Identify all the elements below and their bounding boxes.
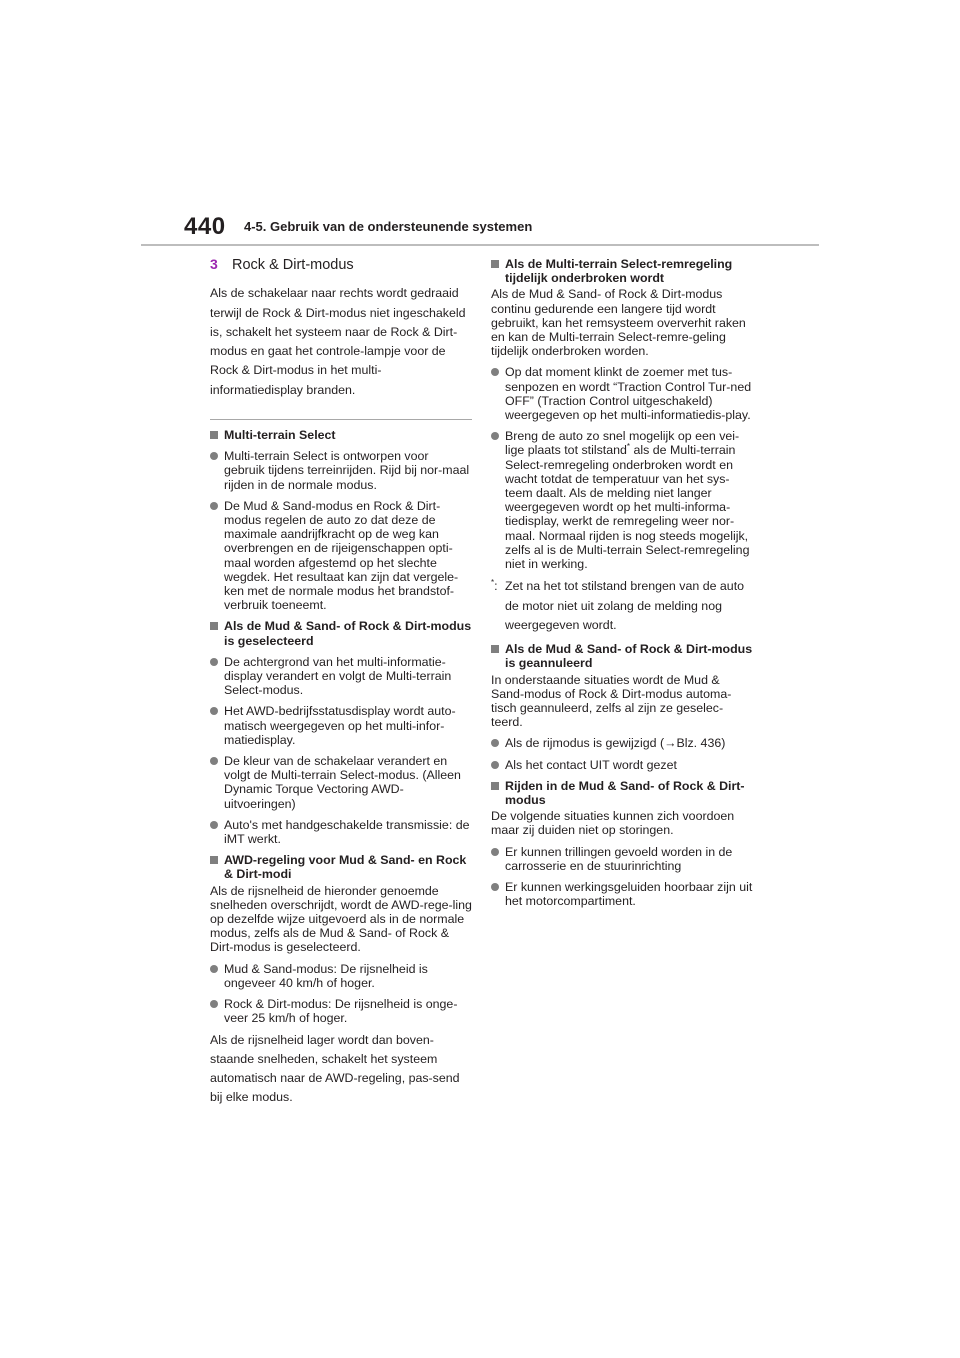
list-item: Rock & Dirt-modus: De rijsnelheid is onge-veer 25 km/h of hoger. xyxy=(210,997,472,1025)
section-divider xyxy=(210,419,472,420)
footnote-text: Zet na het tot stilstand brengen van de auto de motor niet uit zolang de melding nog weergegeven wordt. xyxy=(505,579,745,632)
bullet-icon xyxy=(491,739,499,747)
left-column xyxy=(210,257,472,1108)
paragraph: Als de rijsnelheid lager wordt dan boven-staande snelheden, schakelt het systeem automatisch naar de AWD-regeling, pas-send bij elke modus. xyxy=(210,1032,460,1105)
subheading-multi-terrain: Multi-terrain Select xyxy=(210,428,472,442)
page-header xyxy=(0,0,960,250)
subheading-brake-interrupted: Als de Multi-terrain Select-remregeling tijdelijk onderbroken wordt xyxy=(491,257,753,285)
section-intro: Als de schakelaar naar rechts wordt gedraaid terwijl de Rock & Dirt-modus niet ingeschakeld is, schakelt het systeem naar de Rock & Dirt-modus en gaat het controle-lampje voor de Rock & Dirt-modus in het multi-informatiedisplay branden. xyxy=(210,286,466,397)
paragraph: De volgende situaties kunnen zich voordoen maar zij duiden niet op storingen. xyxy=(491,809,735,838)
list-item: Multi-terrain Select is ontworpen voor gebruik tijdens terreinrijden. Rijd bij nor-maal rijden in de normale modus. xyxy=(210,449,472,492)
list-item: Auto's met handgeschakelde transmissie: de iMT werkt. xyxy=(210,818,472,846)
bullet-icon xyxy=(210,707,218,715)
section-number: 3 xyxy=(210,256,218,272)
bullet-icon xyxy=(210,1000,218,1008)
subheading-driving-in-mode: Rijden in de Mud & Sand- of Rock & Dirt-modus xyxy=(491,779,753,807)
bullet-icon xyxy=(210,658,218,666)
paragraph: In onderstaande situaties wordt de Mud & Sand-modus of Rock & Dirt-modus automa-tisch geannuleerd, zelfs al zijn ze geselec-teerd. xyxy=(491,672,732,730)
list-item: Er kunnen trillingen gevoeld worden in de carrosserie en de stuurinrichting xyxy=(491,845,753,873)
subheading-awd-control: AWD-regeling voor Mud & Sand- en Rock & Dirt-modi xyxy=(210,853,472,881)
footnote xyxy=(491,577,753,635)
header-rule xyxy=(141,244,819,246)
bullet-icon xyxy=(491,432,499,440)
list-item: Mud & Sand-modus: De rijsnelheid is ongeveer 40 km/h of hoger. xyxy=(210,962,472,990)
list-item: Er kunnen werkingsgeluiden hoorbaar zijn uit het motorcompartiment. xyxy=(491,880,753,908)
list-item: De Mud & Sand-modus en Rock & Dirt-modus regelen de auto zo dat deze de maximale aandrijfkracht op de weg kan overbrengen en de rijeigenschappen opti-maal worden afgestemd op het slechte wegdek. Het resultaat kan zijn dat vergele-ken met de normale modus het brandstof-verbruik toeneemt. xyxy=(210,499,472,613)
section-heading xyxy=(210,257,472,272)
footnote-marker: *: xyxy=(491,578,498,594)
section-title: Rock & Dirt-modus xyxy=(232,257,354,273)
list-item: Als het contact UIT wordt gezet xyxy=(491,758,753,772)
list-item: De kleur van de schakelaar verandert en volgt de Multi-terrain Select-modus. (Alleen Dynamic Torque Vectoring AWD-uitvoeringen) xyxy=(210,754,472,811)
bullet-icon xyxy=(491,883,499,891)
list-item: Breng de auto zo snel mogelijk op een vei-lige plaats tot stilstand* als de Multi-terrain Select-remregeling onderbroken wordt en wacht totdat de temperatuur van het sys-teem daalt. Als de melding niet langer weergegeven wordt op het multi-informa-tiedisplay, werkt de remregeling weer nor-maal. Normaal rijden is nog steeds mogelijk, zelfs al is de Multi-terrain Select-remregeling niet in werking. xyxy=(491,429,753,571)
list-item: De achtergrond van het multi-informatie-display verandert en volgt de Multi-terrain Select-modus. xyxy=(210,655,472,698)
bullet-icon xyxy=(491,848,499,856)
bullet-icon xyxy=(210,965,218,973)
paragraph: Als de rijsnelheid de hieronder genoemde snelheden overschrijdt, wordt de AWD-rege-ling op dezelfde wijze uitgevoerd als in de normale modus, zelfs als de Mud & Sand- of Rock & Dirt-modus is geselecteerd. xyxy=(210,883,472,955)
list-item: Als de rijmodus is gewijzigd (→Blz. 436) xyxy=(491,736,753,750)
subheading-mode-selected: Als de Mud & Sand- of Rock & Dirt-modus is geselecteerd xyxy=(210,619,472,647)
chapter-title: 4-5. Gebruik van de ondersteunende systemen xyxy=(244,219,533,234)
list-item: Het AWD-bedrijfsstatusdisplay wordt auto-matisch weergegeven op het multi-infor-matiedisplay. xyxy=(210,704,472,747)
bullet-icon xyxy=(210,757,218,765)
subheading-mode-cancelled: Als de Mud & Sand- of Rock & Dirt-modus is geannuleerd xyxy=(491,642,753,670)
footnote-reference: * xyxy=(626,442,631,452)
bullet-icon xyxy=(491,761,499,769)
bullet-icon xyxy=(210,452,218,460)
bullet-icon xyxy=(210,502,218,510)
bullet-icon xyxy=(210,821,218,829)
list-item: Op dat moment klinkt de zoemer met tus-senpozen en wordt “Traction Control Tur-ned OFF” (Traction Control uitgeschakeld) weergegeven op het multi-informatiedis-play. xyxy=(491,365,753,422)
right-column xyxy=(491,257,753,908)
page-number: 440 xyxy=(184,213,226,240)
bullet-icon xyxy=(491,368,499,376)
paragraph: Als de Mud & Sand- of Rock & Dirt-modus continu gedurende een langere tijd wordt gebruikt, kan het remsysteem oververhit raken en kan de Multi-terrain Select-remre-geling tijdelijk onderbroken worden. xyxy=(491,287,746,359)
